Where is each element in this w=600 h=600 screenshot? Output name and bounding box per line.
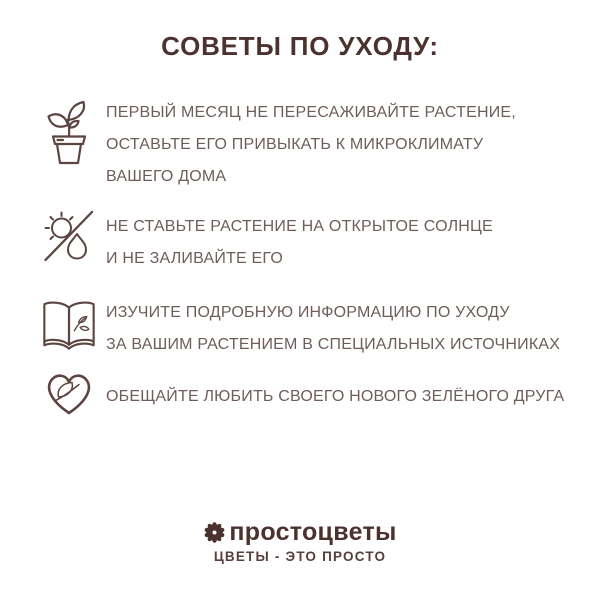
care-book-icon bbox=[40, 298, 98, 352]
tip-text-line: ЗА ВАШИМ РАСТЕНИЕМ В СПЕЦИАЛЬНЫХ ИСТОЧНИКАХ bbox=[106, 336, 561, 353]
tips-list bbox=[40, 97, 580, 417]
heart-leaf-icon bbox=[40, 369, 98, 417]
tip-text bbox=[106, 97, 516, 193]
tip-text-line: НЕ СТАВЬТЕ РАСТЕНИЕ НА ОТКРЫТОЕ СОЛНЦЕ bbox=[106, 218, 493, 235]
brand-name: простоцветы bbox=[229, 518, 397, 546]
no-sun-no-overwater-icon bbox=[40, 207, 98, 265]
tip-text bbox=[106, 297, 560, 361]
tip-item-no-repotting bbox=[40, 97, 580, 193]
tip-item-no-sun-no-overwater bbox=[40, 211, 580, 275]
tip-text-line: И НЕ ЗАЛИВАЙТЕ ЕГО bbox=[106, 250, 283, 267]
tip-text-line: ВАШЕГО ДОМА bbox=[106, 168, 227, 185]
tip-text bbox=[106, 381, 564, 413]
flower-logo-icon bbox=[203, 521, 226, 544]
tip-item-love-plant bbox=[40, 381, 580, 417]
tip-text-line: ОБЕЩАЙТЕ ЛЮБИТЬ СВОЕГО НОВОГО ЗЕЛЁНОГО ДРУГА bbox=[106, 388, 565, 405]
tip-text-line: ПЕРВЫЙ МЕСЯЦ НЕ ПЕРЕСАЖИВАЙТЕ РАСТЕНИЕ, bbox=[106, 104, 516, 121]
tip-item-read-sources bbox=[40, 297, 580, 361]
brand-row bbox=[0, 518, 600, 547]
page-title: СОВЕТЫ ПО УХОДУ: bbox=[161, 31, 439, 61]
tip-text bbox=[106, 211, 493, 275]
tip-text-line: ОСТАВЬТЕ ЕГО ПРИВЫКАТЬ К МИКРОКЛИМАТУ bbox=[106, 136, 484, 153]
brand-footer bbox=[0, 518, 600, 564]
brand-tagline: ЦВЕТЫ - ЭТО ПРОСТО bbox=[213, 549, 387, 564]
tip-text-line: ИЗУЧИТЕ ПОДРОБНУЮ ИНФОРМАЦИЮ ПО УХОДУ bbox=[106, 304, 510, 321]
potted-plant-icon bbox=[40, 100, 98, 166]
